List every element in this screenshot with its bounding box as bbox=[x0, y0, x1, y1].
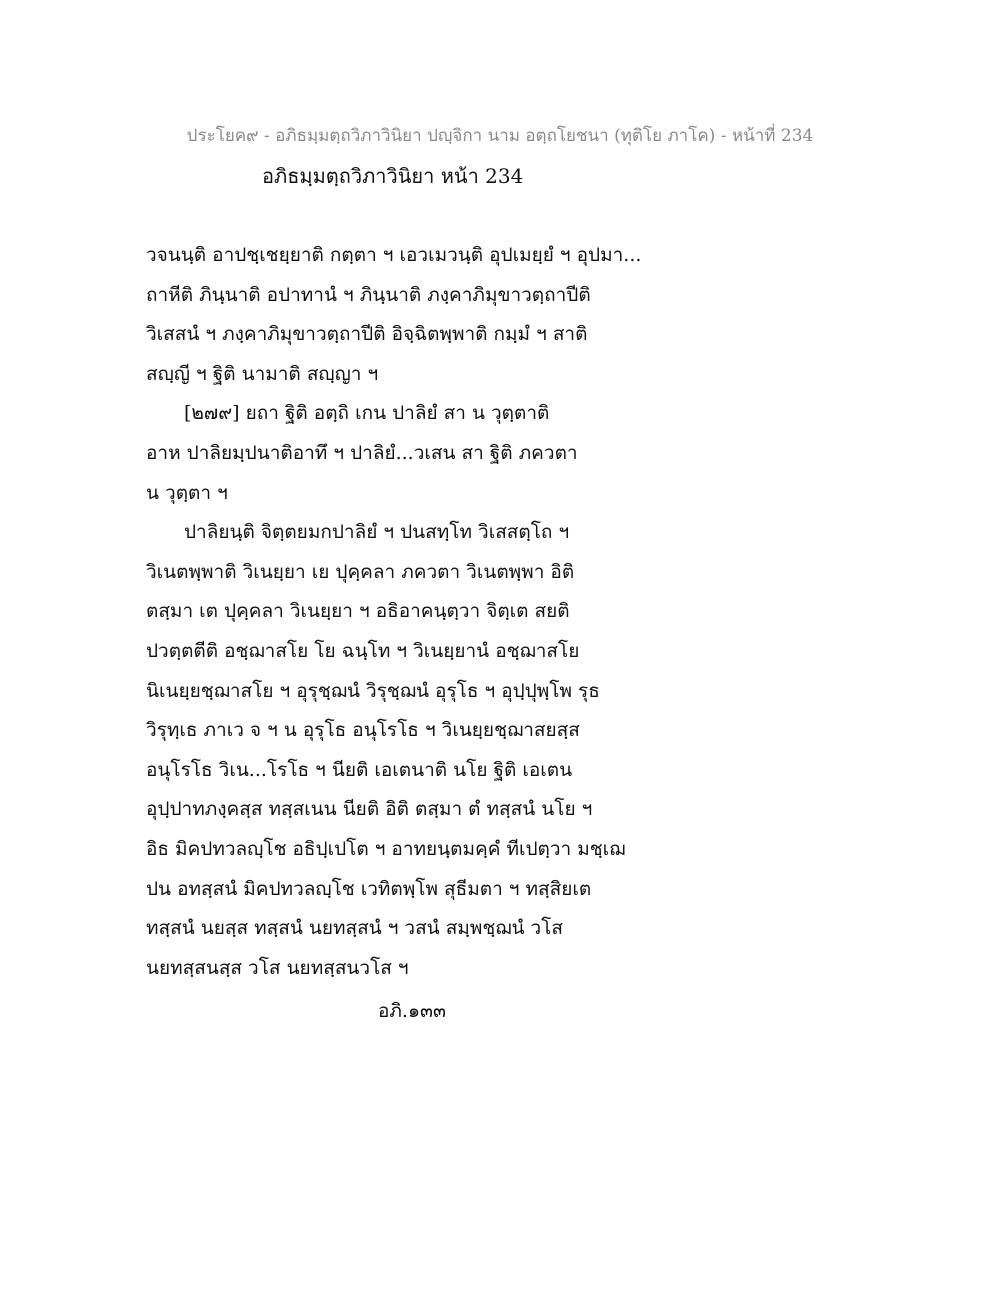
text-line: วิเนตพฺพาติ วิเนยฺยา เย ปุคฺคลา ภควตา วิเนตพฺพา อิติ bbox=[146, 560, 575, 583]
text-line: ปวตฺตตีติ อชฺฌาสโย โย ฉนฺโท ฯ วิเนยฺยานํ อชฺฌาสโย bbox=[146, 639, 580, 662]
text-line: อิธ มิคปทวลญฺโช อธิปฺเปโต ฯ อาทยนฺตมคฺคํ ทีเปตฺวา มชฺเฌ bbox=[146, 837, 626, 860]
text-line: อุปฺปาทภงฺคสฺส ทสฺสเนน นียติ อิติ ตสฺมา ตํ ทสฺสนํ นโย ฯ bbox=[146, 798, 593, 821]
text-line: อาห ปาลิยมฺปนาติอาทึ ฯ ปาลิยํ...วเสน สา ฐิติ ภควตา bbox=[146, 441, 578, 464]
text-line: ทสฺสนํ นยสฺส ทสฺสนํ นยทสฺสนํ ฯ วสนํ สมฺพชฺฌนํ วโส bbox=[146, 917, 563, 940]
text-line: อนุโรโธ วิเน...โรโธ ฯ นียติ เอเตนาติ นโย ฐิติ เอเตน bbox=[146, 758, 573, 781]
running-header: ประโยค๙ - อภิธมฺมตฺถวิภาวินิยา ปญฺจิกา นาม อตฺถโยชนา (ทุติโย ภาโค) - หน้าที่ 234 bbox=[186, 126, 814, 146]
text-line: วจนนฺติ อาปชฺเชยฺยาติ กตฺตา ฯ เอวเมวนฺติ อุปเมยฺยํ ฯ อุปมา... bbox=[146, 244, 642, 266]
text-line: ปน อทสฺสนํ มิคปทวลญฺโช เวทิตพฺโพ สุธีมตา ฯ ทสฺสิยเต bbox=[146, 877, 592, 900]
text-line: [๒๗๙] ยถา ฐิติ อตฺถิ เกน ปาลิยํ สา น วุตฺตาติ bbox=[184, 402, 550, 425]
text-line: วิรุทฺเธ ภาเว จ ฯ น อุรุโธ อนุโรโธ ฯ วิเนยฺยชฺฌาสยสฺส bbox=[146, 719, 580, 742]
text-line: ถาหีติ ภินฺนาติ อปาทานํ ฯ ภินฺนาติ ภงฺคาภิมุขาวตฺถาปีติ bbox=[146, 283, 591, 306]
page-title: อภิธมฺมตฺถวิภาวินิยา หน้า 234 bbox=[262, 164, 524, 188]
text-line: วิเสสนํ ฯ ภงฺคาภิมุขาวตฺถาปีติ อิจฺฉิตพฺพาติ กมฺมํ ฯ สาติ bbox=[146, 323, 588, 346]
body-text bbox=[146, 240, 706, 992]
text-line: ตสฺมา เต ปุคฺคลา วิเนยฺยา ฯ อธิอาคนฺตฺวา จิตฺเต สยติ bbox=[146, 600, 570, 623]
text-line: นิเนยฺยชฺฌาสโย ฯ อุรุชฺฌนํ วิรุชฺฌนํ อุรุโธ ฯ อุปฺปุพฺโพ รุธ bbox=[146, 679, 600, 702]
text-line: นยทสฺสนสฺส วโส นยทสฺสนวโส ฯ bbox=[146, 956, 409, 979]
page-footer-marker: อภิ.๑๓๓ bbox=[378, 1000, 447, 1022]
text-line: สญฺญี ฯ ฐิติ นามาติ สญฺญา ฯ bbox=[146, 362, 379, 385]
text-line: น วุตฺตา ฯ bbox=[146, 481, 228, 504]
text-line: ปาลิยนฺติ จิตฺตยมกปาลิยํ ฯ ปนสทฺโท วิเสสตฺโถ ฯ bbox=[184, 521, 570, 544]
